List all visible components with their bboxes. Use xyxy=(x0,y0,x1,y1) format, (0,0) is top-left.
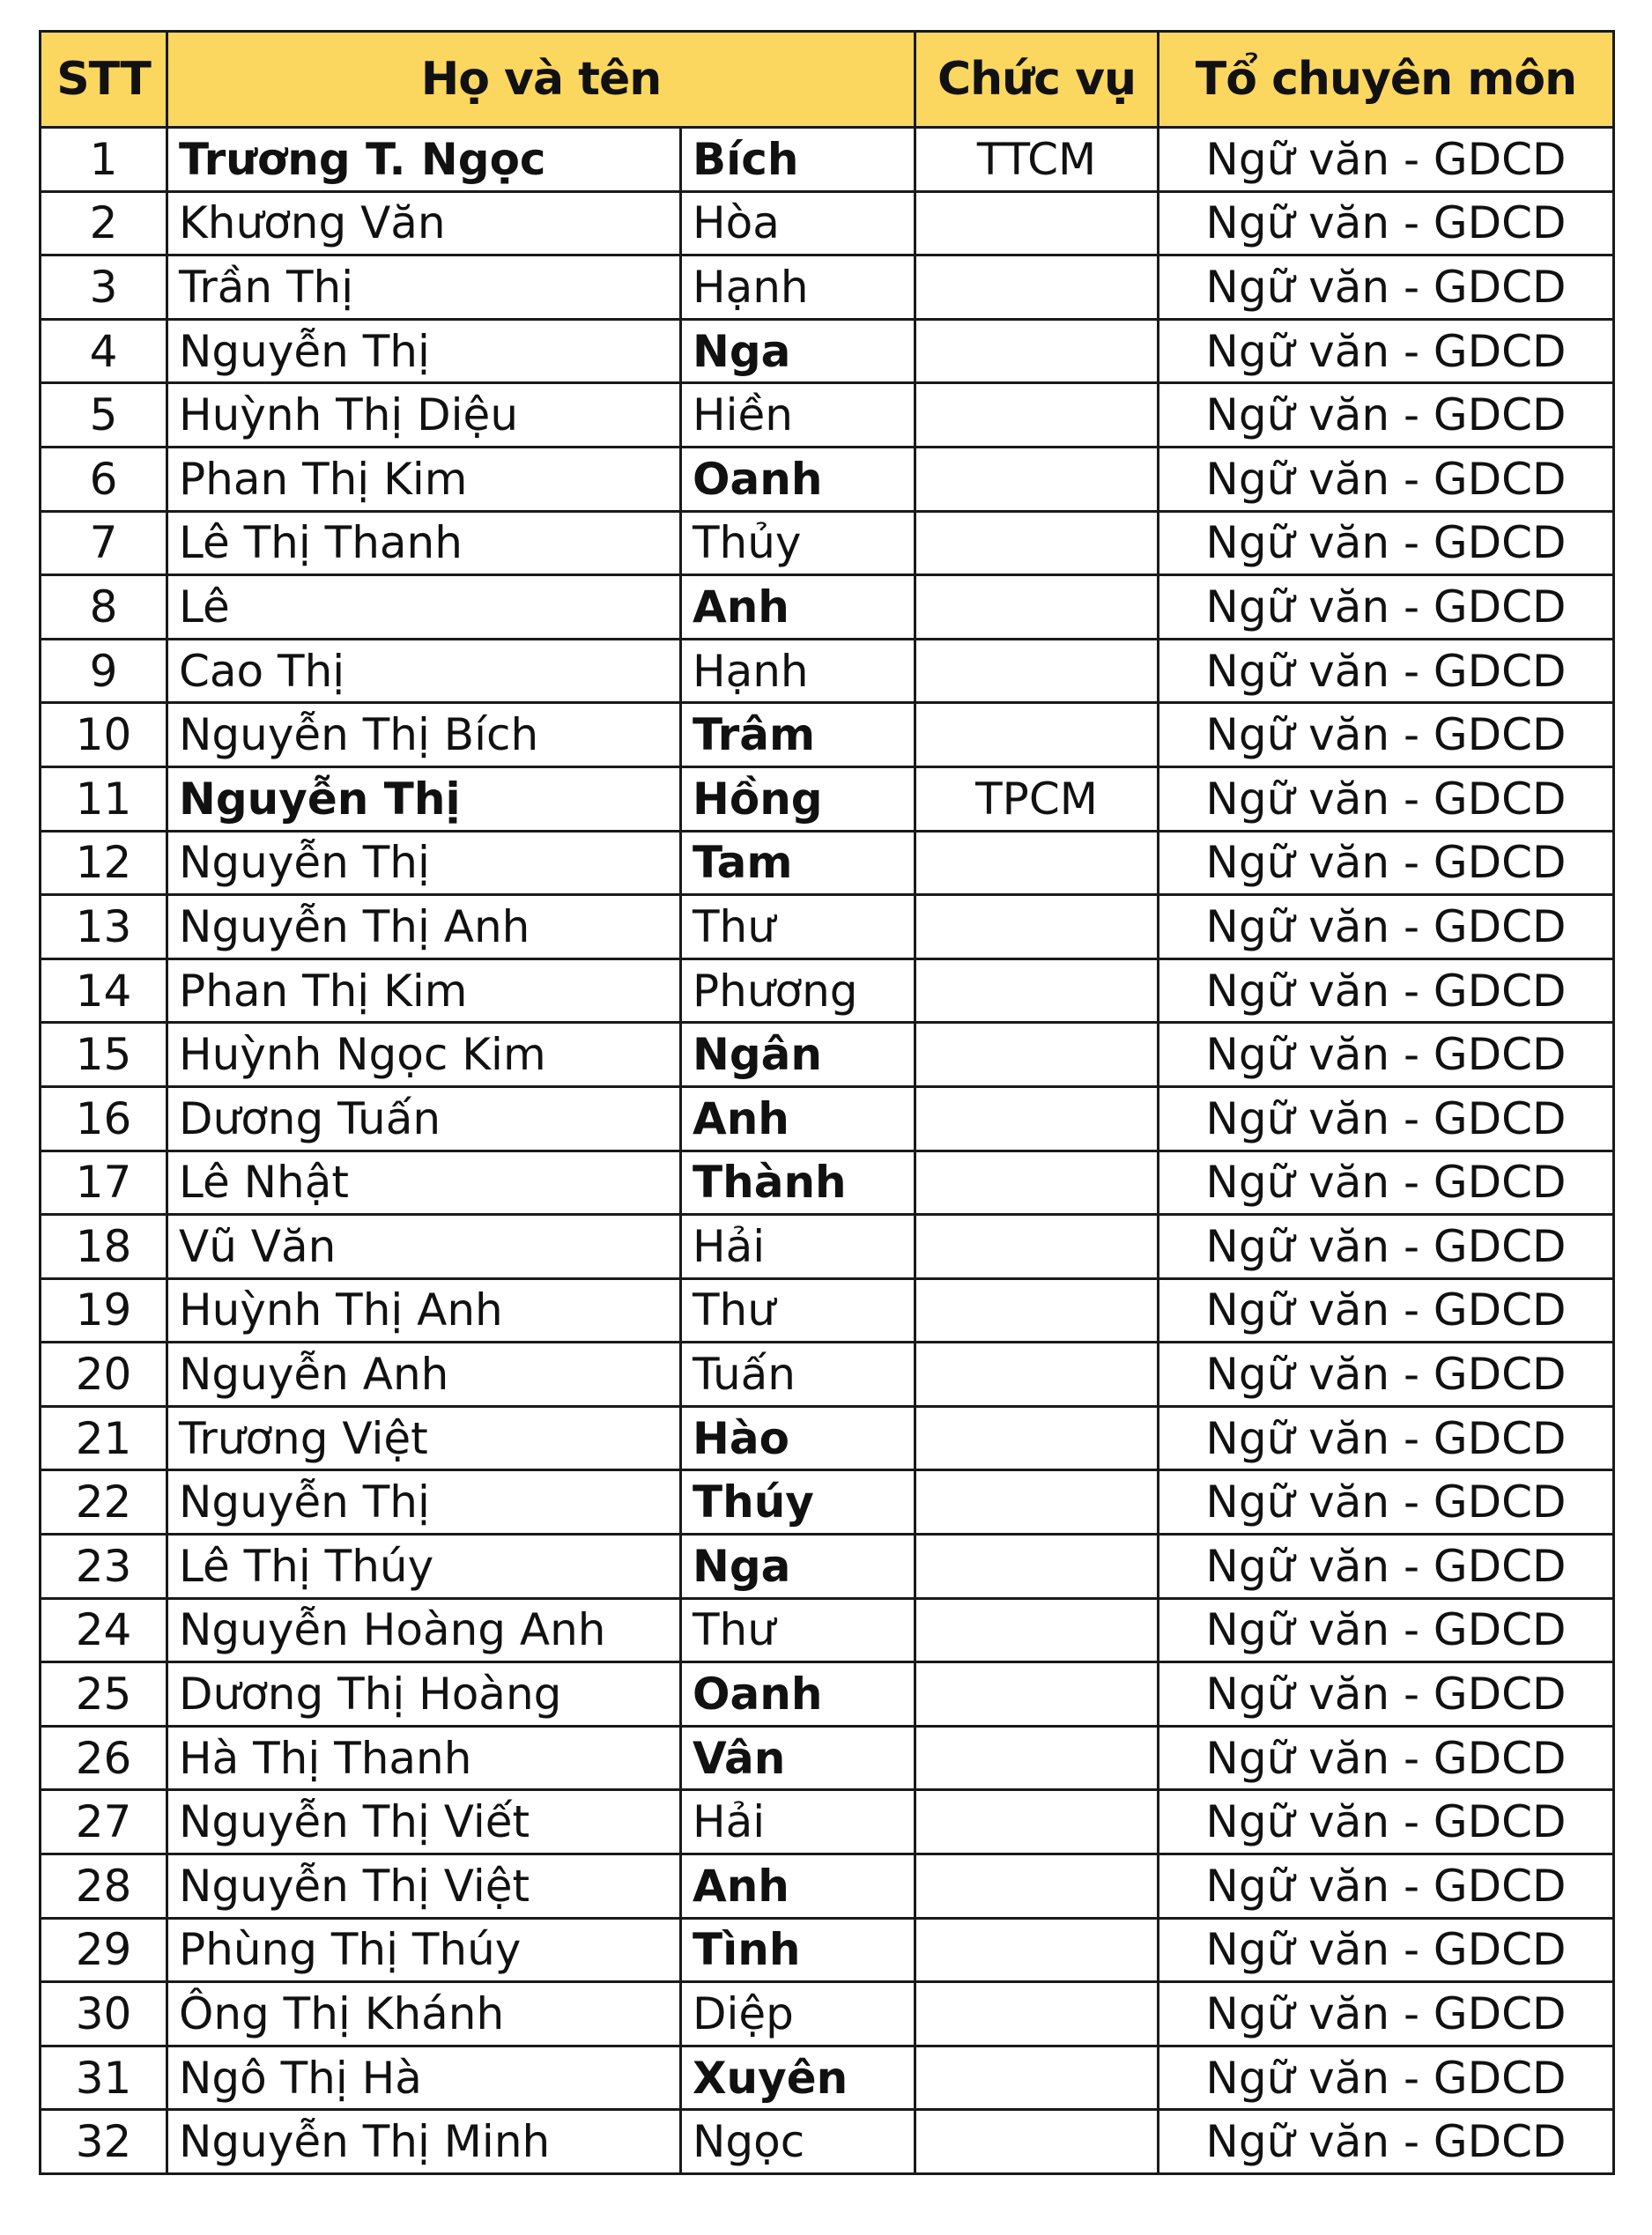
department-cell: Ngữ văn - GDCD xyxy=(1159,831,1614,895)
department-cell: Ngữ văn - GDCD xyxy=(1159,1662,1614,1727)
table-row xyxy=(41,1982,1614,2046)
table-row xyxy=(41,1215,1614,1279)
name-first-cell: Nguyễn Hoàng Anh xyxy=(167,1598,681,1662)
position-cell xyxy=(915,1151,1159,1215)
table-row xyxy=(41,1726,1614,1790)
name-last-cell: Ngọc xyxy=(681,2110,915,2174)
name-first-cell: Lê Thị Thanh xyxy=(167,511,681,575)
header-stt: STT xyxy=(41,32,167,128)
department-cell: Ngữ văn - GDCD xyxy=(1159,1598,1614,1662)
position-cell xyxy=(915,575,1159,640)
name-first-cell: Huỳnh Ngọc Kim xyxy=(167,1023,681,1087)
name-first-cell: Nguyễn Thị Việt xyxy=(167,1854,681,1919)
stt-cell: 7 xyxy=(41,511,167,575)
department-cell: Ngữ văn - GDCD xyxy=(1159,766,1614,831)
position-cell xyxy=(915,2110,1159,2174)
name-first-cell: Nguyễn Anh xyxy=(167,1343,681,1407)
table-row xyxy=(41,639,1614,703)
name-last-cell: Hải xyxy=(681,1790,915,1854)
name-last-cell: Oanh xyxy=(681,447,915,511)
stt-cell: 6 xyxy=(41,447,167,511)
stt-cell: 8 xyxy=(41,575,167,640)
name-first-cell: Trần Thị xyxy=(167,255,681,320)
table-row xyxy=(41,895,1614,959)
department-cell: Ngữ văn - GDCD xyxy=(1159,1790,1614,1854)
position-cell xyxy=(915,1662,1159,1727)
name-last-cell: Anh xyxy=(681,1854,915,1919)
department-cell: Ngữ văn - GDCD xyxy=(1159,1406,1614,1470)
stt-cell: 4 xyxy=(41,319,167,383)
position-cell xyxy=(915,255,1159,320)
name-last-cell: Phương xyxy=(681,958,915,1023)
name-last-cell: Hào xyxy=(681,1406,915,1470)
stt-cell: 17 xyxy=(41,1151,167,1215)
name-first-cell: Phan Thị Kim xyxy=(167,958,681,1023)
table-row xyxy=(41,511,1614,575)
table-row xyxy=(41,383,1614,448)
position-cell xyxy=(915,1535,1159,1599)
position-cell xyxy=(915,191,1159,255)
header-department: Tổ chuyên môn xyxy=(1159,32,1614,128)
department-cell: Ngữ văn - GDCD xyxy=(1159,1343,1614,1407)
department-cell: Ngữ văn - GDCD xyxy=(1159,1086,1614,1151)
name-first-cell: Nguyễn Thị Minh xyxy=(167,2110,681,2174)
stt-cell: 12 xyxy=(41,831,167,895)
table-row xyxy=(41,447,1614,511)
stt-cell: 15 xyxy=(41,1023,167,1087)
stt-cell: 23 xyxy=(41,1535,167,1599)
position-cell: TTCM xyxy=(915,128,1159,192)
position-cell xyxy=(915,958,1159,1023)
name-last-cell: Hải xyxy=(681,1215,915,1279)
name-first-cell: Trương T. Ngọc xyxy=(167,128,681,192)
name-first-cell: Lê Thị Thúy xyxy=(167,1535,681,1599)
position-cell xyxy=(915,2046,1159,2110)
stt-cell: 28 xyxy=(41,1854,167,1919)
department-cell: Ngữ văn - GDCD xyxy=(1159,1726,1614,1790)
name-last-cell: Hồng xyxy=(681,766,915,831)
stt-cell: 1 xyxy=(41,128,167,192)
name-first-cell: Cao Thị xyxy=(167,639,681,703)
stt-cell: 14 xyxy=(41,958,167,1023)
name-last-cell: Anh xyxy=(681,1086,915,1151)
stt-cell: 27 xyxy=(41,1790,167,1854)
position-cell xyxy=(915,1023,1159,1087)
name-last-cell: Thư xyxy=(681,895,915,959)
position-cell xyxy=(915,1918,1159,1982)
department-cell: Ngữ văn - GDCD xyxy=(1159,639,1614,703)
name-last-cell: Thúy xyxy=(681,1470,915,1535)
position-cell xyxy=(915,1598,1159,1662)
department-cell: Ngữ văn - GDCD xyxy=(1159,191,1614,255)
name-last-cell: Hạnh xyxy=(681,639,915,703)
name-last-cell: Thư xyxy=(681,1278,915,1343)
position-cell: TPCM xyxy=(915,766,1159,831)
name-last-cell: Hạnh xyxy=(681,255,915,320)
department-cell: Ngữ văn - GDCD xyxy=(1159,1918,1614,1982)
name-last-cell: Tình xyxy=(681,1918,915,1982)
table-row xyxy=(41,1535,1614,1599)
name-first-cell: Nguyễn Thị xyxy=(167,831,681,895)
name-last-cell: Oanh xyxy=(681,1662,915,1727)
name-last-cell: Thủy xyxy=(681,511,915,575)
name-first-cell: Phùng Thị Thúy xyxy=(167,1918,681,1982)
name-first-cell: Dương Tuấn xyxy=(167,1086,681,1151)
name-first-cell: Vũ Văn xyxy=(167,1215,681,1279)
name-last-cell: Thư xyxy=(681,1598,915,1662)
department-cell: Ngữ văn - GDCD xyxy=(1159,1535,1614,1599)
table-row xyxy=(41,1343,1614,1407)
position-cell xyxy=(915,1343,1159,1407)
table-row xyxy=(41,1854,1614,1919)
stt-cell: 10 xyxy=(41,703,167,767)
name-first-cell: Huỳnh Thị Diệu xyxy=(167,383,681,448)
name-first-cell: Nguyễn Thị Bích xyxy=(167,703,681,767)
department-cell: Ngữ văn - GDCD xyxy=(1159,958,1614,1023)
name-first-cell: Lê Nhật xyxy=(167,1151,681,1215)
department-cell: Ngữ văn - GDCD xyxy=(1159,1854,1614,1919)
name-first-cell: Nguyễn Thị Anh xyxy=(167,895,681,959)
table-row xyxy=(41,1151,1614,1215)
position-cell xyxy=(915,1086,1159,1151)
table-row xyxy=(41,703,1614,767)
table-row xyxy=(41,255,1614,320)
stt-cell: 30 xyxy=(41,1982,167,2046)
stt-cell: 20 xyxy=(41,1343,167,1407)
header-row xyxy=(41,32,1614,128)
position-cell xyxy=(915,1854,1159,1919)
position-cell xyxy=(915,511,1159,575)
department-cell: Ngữ văn - GDCD xyxy=(1159,1470,1614,1535)
stt-cell: 11 xyxy=(41,766,167,831)
name-first-cell: Nguyễn Thị Viết xyxy=(167,1790,681,1854)
stt-cell: 2 xyxy=(41,191,167,255)
table-row xyxy=(41,1278,1614,1343)
department-cell: Ngữ văn - GDCD xyxy=(1159,1278,1614,1343)
name-last-cell: Hiền xyxy=(681,383,915,448)
name-last-cell: Trâm xyxy=(681,703,915,767)
name-first-cell: Lê xyxy=(167,575,681,640)
stt-cell: 22 xyxy=(41,1470,167,1535)
department-cell: Ngữ văn - GDCD xyxy=(1159,319,1614,383)
name-first-cell: Hà Thị Thanh xyxy=(167,1726,681,1790)
position-cell xyxy=(915,1470,1159,1535)
name-last-cell: Bích xyxy=(681,128,915,192)
position-cell xyxy=(915,447,1159,511)
name-last-cell: Thành xyxy=(681,1151,915,1215)
department-cell: Ngữ văn - GDCD xyxy=(1159,128,1614,192)
name-last-cell: Vân xyxy=(681,1726,915,1790)
table-row xyxy=(41,1918,1614,1982)
department-cell: Ngữ văn - GDCD xyxy=(1159,1215,1614,1279)
table-row xyxy=(41,2046,1614,2110)
name-last-cell: Diệp xyxy=(681,1982,915,2046)
stt-cell: 16 xyxy=(41,1086,167,1151)
table-row xyxy=(41,319,1614,383)
stt-cell: 26 xyxy=(41,1726,167,1790)
department-cell: Ngữ văn - GDCD xyxy=(1159,895,1614,959)
stt-cell: 13 xyxy=(41,895,167,959)
position-cell xyxy=(915,319,1159,383)
stt-cell: 3 xyxy=(41,255,167,320)
table-body xyxy=(41,128,1614,2174)
name-first-cell: Nguyễn Thị xyxy=(167,1470,681,1535)
table-row xyxy=(41,1023,1614,1087)
table-row xyxy=(41,128,1614,192)
table-row xyxy=(41,1086,1614,1151)
stt-cell: 24 xyxy=(41,1598,167,1662)
position-cell xyxy=(915,831,1159,895)
department-cell: Ngữ văn - GDCD xyxy=(1159,2046,1614,2110)
table-row xyxy=(41,766,1614,831)
department-cell: Ngữ văn - GDCD xyxy=(1159,575,1614,640)
table-row xyxy=(41,2110,1614,2174)
stt-cell: 31 xyxy=(41,2046,167,2110)
department-cell: Ngữ văn - GDCD xyxy=(1159,511,1614,575)
stt-cell: 5 xyxy=(41,383,167,448)
stt-cell: 32 xyxy=(41,2110,167,2174)
table-row xyxy=(41,831,1614,895)
position-cell xyxy=(915,1215,1159,1279)
position-cell xyxy=(915,1278,1159,1343)
department-cell: Ngữ văn - GDCD xyxy=(1159,1982,1614,2046)
header-position: Chức vụ xyxy=(915,32,1159,128)
position-cell xyxy=(915,383,1159,448)
department-cell: Ngữ văn - GDCD xyxy=(1159,447,1614,511)
table-row xyxy=(41,1470,1614,1535)
position-cell xyxy=(915,895,1159,959)
name-first-cell: Ngô Thị Hà xyxy=(167,2046,681,2110)
position-cell xyxy=(915,1790,1159,1854)
position-cell xyxy=(915,639,1159,703)
department-cell: Ngữ văn - GDCD xyxy=(1159,1023,1614,1087)
stt-cell: 21 xyxy=(41,1406,167,1470)
table-row xyxy=(41,1598,1614,1662)
name-first-cell: Nguyễn Thị xyxy=(167,766,681,831)
name-first-cell: Huỳnh Thị Anh xyxy=(167,1278,681,1343)
name-last-cell: Tuấn xyxy=(681,1343,915,1407)
header-full-name: Họ và tên xyxy=(167,32,915,128)
stt-cell: 19 xyxy=(41,1278,167,1343)
name-last-cell: Nga xyxy=(681,319,915,383)
table-row xyxy=(41,191,1614,255)
name-last-cell: Xuyên xyxy=(681,2046,915,2110)
table-header xyxy=(41,32,1614,128)
table-row xyxy=(41,1662,1614,1727)
name-first-cell: Khương Văn xyxy=(167,191,681,255)
table-row xyxy=(41,575,1614,640)
stt-cell: 29 xyxy=(41,1918,167,1982)
department-cell: Ngữ văn - GDCD xyxy=(1159,255,1614,320)
name-last-cell: Tam xyxy=(681,831,915,895)
stt-cell: 9 xyxy=(41,639,167,703)
stt-cell: 25 xyxy=(41,1662,167,1727)
staff-table xyxy=(39,30,1615,2175)
name-first-cell: Phan Thị Kim xyxy=(167,447,681,511)
name-first-cell: Dương Thị Hoàng xyxy=(167,1662,681,1727)
position-cell xyxy=(915,1982,1159,2046)
position-cell xyxy=(915,1406,1159,1470)
name-first-cell: Trương Việt xyxy=(167,1406,681,1470)
name-first-cell: Ông Thị Khánh xyxy=(167,1982,681,2046)
department-cell: Ngữ văn - GDCD xyxy=(1159,1151,1614,1215)
position-cell xyxy=(915,1726,1159,1790)
position-cell xyxy=(915,703,1159,767)
name-last-cell: Ngân xyxy=(681,1023,915,1087)
name-last-cell: Anh xyxy=(681,575,915,640)
name-last-cell: Nga xyxy=(681,1535,915,1599)
table-row xyxy=(41,958,1614,1023)
table-row xyxy=(41,1790,1614,1854)
stt-cell: 18 xyxy=(41,1215,167,1279)
name-first-cell: Nguyễn Thị xyxy=(167,319,681,383)
name-last-cell: Hòa xyxy=(681,191,915,255)
department-cell: Ngữ văn - GDCD xyxy=(1159,703,1614,767)
table-row xyxy=(41,1406,1614,1470)
department-cell: Ngữ văn - GDCD xyxy=(1159,2110,1614,2174)
department-cell: Ngữ văn - GDCD xyxy=(1159,383,1614,448)
